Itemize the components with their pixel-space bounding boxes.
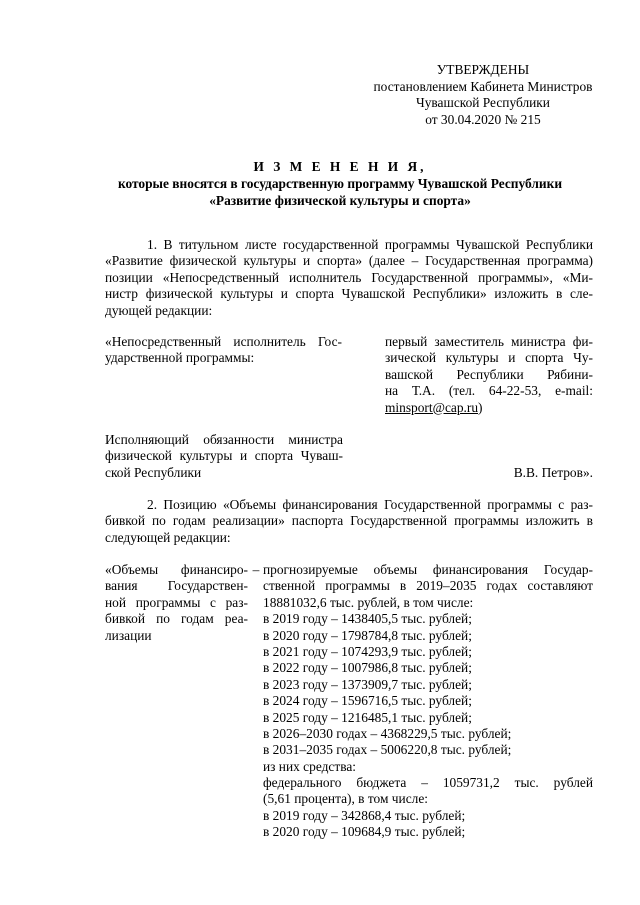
executor-email-line [385,400,593,416]
financing-line: в 2024 году – 1596716,5 тыс. рублей; [263,693,472,709]
financing-line: ственной программы в 2019–2035 годах составляют [263,578,593,594]
financing-line: из них средства: [263,758,357,774]
financing-line: в 2020 году – 1798784,8 тыс. рублей; [263,627,472,643]
executor-value-line: зической культуры и спорта Чу- [385,350,593,366]
paragraph-line: «Развитие физической культуры и спорта» (далее – Государственная программа) [105,253,593,269]
signature-line: Исполняющий обязанности министра [105,432,343,447]
signature-position [105,432,343,481]
paragraph-2 [105,497,593,546]
approval-heading: УТВЕРЖДЕНЫ [436,62,530,77]
financing-line: в 2026–2030 годах – 4368229,5 тыс. рублей; [263,725,512,741]
executor-label [105,334,342,367]
financing-line: в 2021 году – 1074293,9 тыс. рублей; [263,643,472,659]
document-subtitle [60,176,620,209]
financing-label-line: ной программы с раз- [105,594,248,610]
approval-block [363,62,603,128]
financing-line: (5,61 процента), в том числе: [263,791,428,807]
subtitle-line-1: которые вносятся в государственную программу Чувашской Республики [117,176,563,191]
financing-label-line: «Объемы финансиро- [105,562,248,577]
financing-line: в 2019 году – 342868,4 тыс. рублей; [263,807,466,823]
paragraph-line: следующей редакции: [105,529,231,545]
paragraph-line: дующей редакции: [105,302,213,318]
paragraph-line: 2. Позицию «Объемы финансирования Государственной программы с раз- [147,497,593,512]
executor-label-line: «Непосредственный исполнитель Гос- [105,334,342,349]
subtitle-line-2: «Развитие физической культуры и спорта» [209,192,471,208]
financing-line: 18881032,6 тыс. рублей, в том числе: [263,594,474,610]
signature-name: В.В. Петров». [513,465,593,480]
paragraph-1 [105,237,593,319]
financing-label-line: бивкой по годам реа- [105,611,248,627]
financing-line: в 2019 году – 1438405,5 тыс. рублей; [263,611,472,627]
financing-label-line: вания Государствен- [105,578,248,594]
executor-value [385,334,593,416]
financing-line: в 2031–2035 годах – 5006220,8 тыс. рублей; [263,742,512,758]
financing-line: в 2020 году – 109684,9 тыс. рублей; [263,824,466,840]
approval-line-2: Чувашской Республики [416,95,550,111]
paragraph-line: нистр физической культуры и спорта Чувашской Республики» изложить в сле- [105,286,593,302]
paragraph-line: бивкой по годам реализации» паспорта Государственной программы изложить в [105,513,593,529]
financing-line: в 2025 году – 1216485,1 тыс. рублей; [263,709,472,725]
executor-value-line: вашской Республики Рябини- [385,366,593,382]
financing-dash: – [252,562,260,577]
executor-email-suffix: ) [478,399,483,415]
financing-label-line: лизации [105,627,152,643]
executor-value-line: первый заместитель министра фи- [385,334,593,349]
paragraph-line: 1. В титульном листе государственной программы Чувашской Республики [147,237,593,252]
financing-line: в 2022 году – 1007986,8 тыс. рублей; [263,660,472,676]
signature-line: ской Республики [105,464,202,480]
document-title: И З М Е Н Е Н И Я, [253,159,427,174]
financing-line: федерального бюджета – 1059731,2 тыс. рублей [263,775,593,791]
signature-line: физической культуры и спорта Чуваш- [105,448,343,464]
approval-line-1: постановлением Кабинета Министров [373,78,593,94]
executor-value-line: на Т.А. (тел. 64-22-53, e-mail: [385,383,593,399]
executor-label-line: ударственной программы: [105,350,255,366]
paragraph-line: позиции «Непосредственный исполнитель Государственной программы», «Ми- [105,269,593,285]
approval-line-3: от 30.04.2020 № 215 [425,111,541,127]
financing-label [105,562,248,644]
executor-email-link[interactable]: minsport@cap.ru [385,399,479,415]
financing-line: в 2023 году – 1373909,7 тыс. рублей; [263,676,472,692]
financing-line: прогнозируемые объемы финансирования Государ- [263,562,593,577]
financing-details [263,562,593,841]
